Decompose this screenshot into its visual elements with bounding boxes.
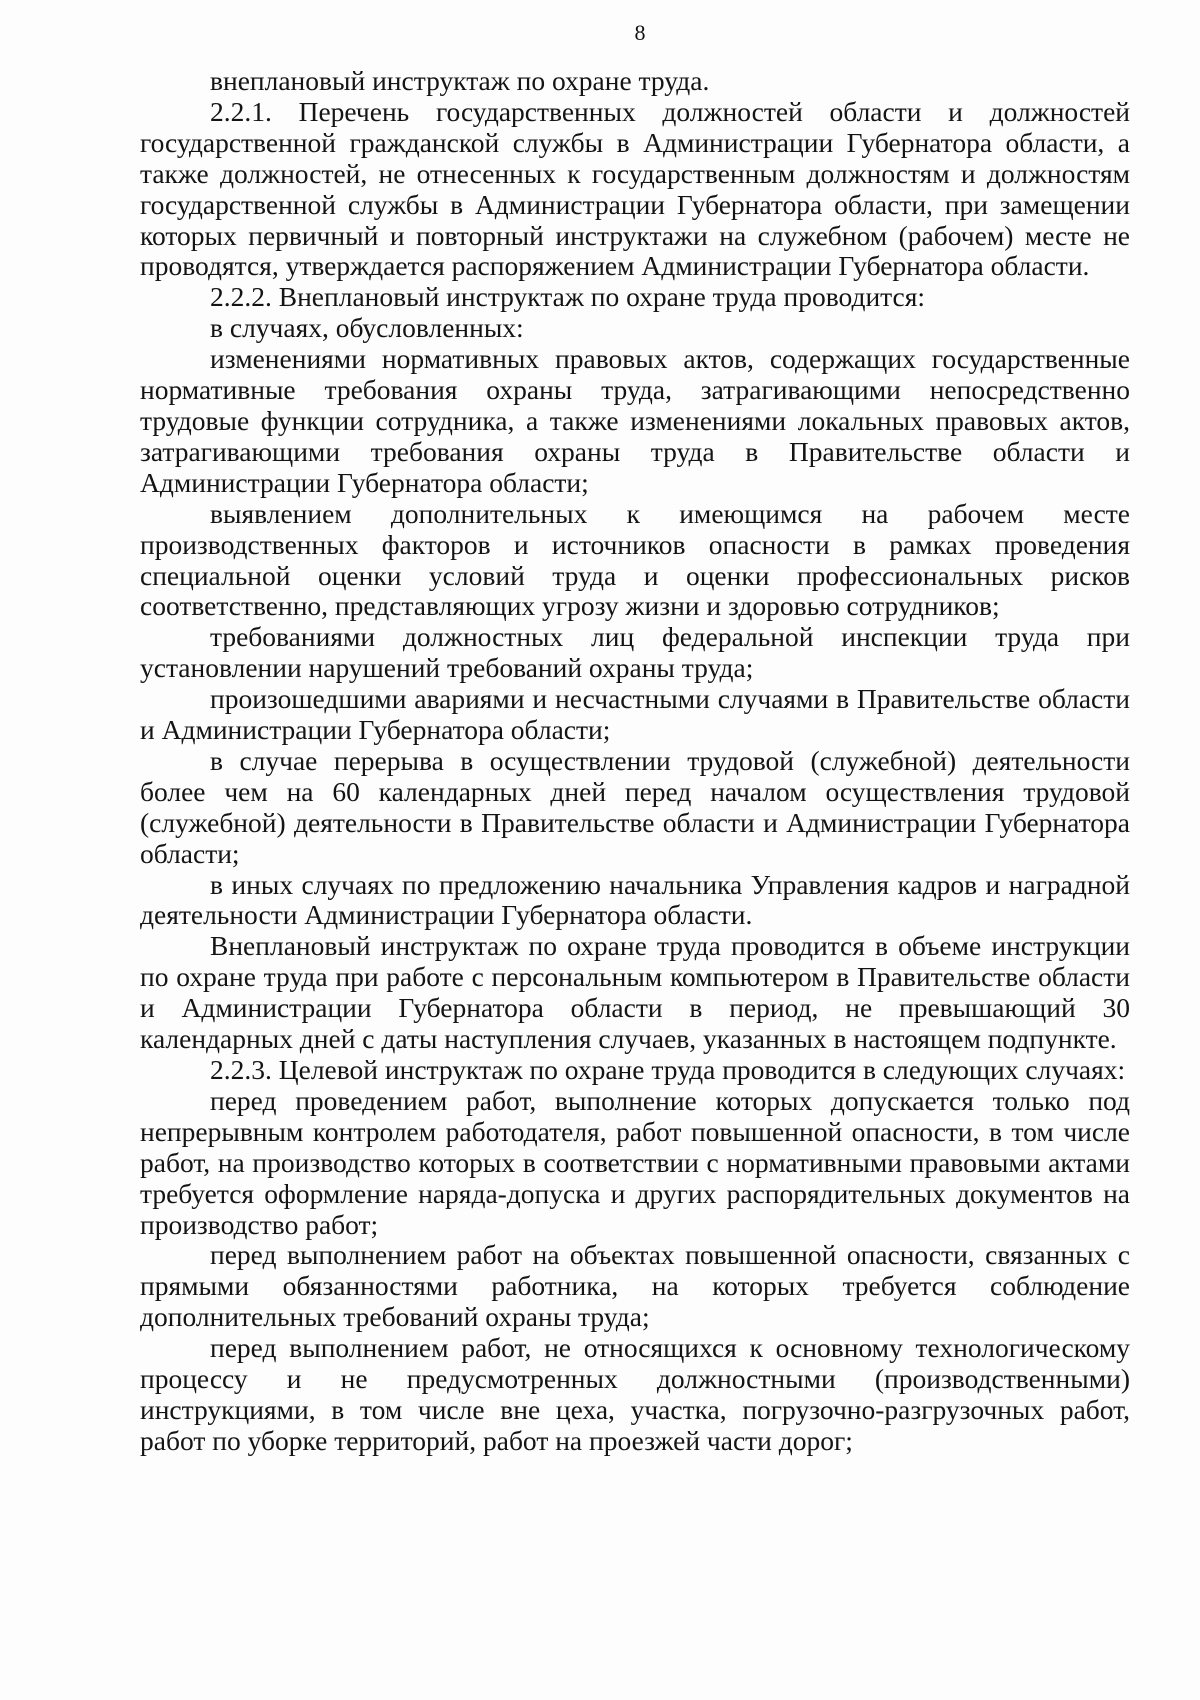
paragraph: в случаях, обусловленных: — [210, 312, 524, 344]
page-number: 8 — [634, 20, 646, 45]
paragraph: 2.2.3. Целевой инструктаж по охране труда проводится в следующих случаях: — [210, 1054, 1126, 1085]
paragraph: 2.2.2. Внеплановый инструктаж по охране труда проводится: — [210, 281, 926, 313]
paragraph: требованиями должностных лиц федеральной инспекции труда при установлении нарушений требований охраны труда; — [140, 621, 1130, 684]
paragraph: перед выполнением работ на объектах повышенной опасности, связанных с прямыми обязанностями работника, на которых требуется соблюдение дополнительных требований охраны труда; — [140, 1239, 1130, 1333]
paragraph: выявлением дополнительных к имеющимся на рабочем месте производственных факторов и источников опасности в рамках проведения специальной оценки условий труда и оценки профессиональных рисков соответственно, представляющих угрозу жизни и здоровью сотрудников; — [140, 497, 1130, 622]
paragraph: 2.2.1. Перечень государственных должностей области и должностей государственной гражданской службы в Администрации Губернатора области, а также должностей, не отнесенных к государственным должностям и должностям государственной службы в Администрации Губернатора области, при замещении которых первичный и повторный инструктажи на служебном (рабочем) месте не проводятся, утверждается распоряжением Администрации Губернатора области. — [140, 95, 1130, 282]
paragraph: перед выполнением работ, не относящихся к основному технологическому процессу и не предусмотренных должностными (производственными) инструкциями, в том числе вне цеха, участка, погрузочно-разгрузочных работ, работ по уборке территорий, работ на проезжей части дорог; — [140, 1332, 1130, 1456]
paragraph: перед проведением работ, выполнение которых допускается только под непрерывным контролем работодателя, работ повышенной опасности, в том числе работ, на производство которых в соответствии с нормативными правовыми актами требуется оформление наряда-допуска и других распорядительных документов на производство работ; — [140, 1084, 1130, 1240]
paragraph: Внеплановый инструктаж по охране труда проводится в объеме инструкции по охране труда при работе с персональным компьютером в Правительстве области и Администрации Губернатора области в период, не превышающий 30 календарных дней с даты наступления случаев, указанных в настоящем подпункте. — [140, 930, 1130, 1055]
paragraph: внеплановый инструктаж по охране труда. — [210, 65, 710, 96]
paragraph: в случае перерыва в осуществлении трудовой (служебной) деятельности более чем на 60 календарных дней перед началом осуществления трудовой (служебной) деятельности в Правительстве области и Администрации Губернатора области; — [140, 744, 1130, 869]
paragraph: изменениями нормативных правовых актов, содержащих государственные нормативные требования охраны труда, затрагивающими непосредственно трудовые функции сотрудника, а также изменениями локальных правовых актов, затрагивающими требования охраны труда в Правительстве области и Администрации Губернатора области; — [140, 343, 1130, 498]
paragraph: в иных случаях по предложению начальника Управления кадров и наградной деятельности Администрации Губернатора области. — [140, 868, 1130, 931]
document-body — [140, 66, 1130, 1457]
paragraph: произошедшими авариями и несчастными случаями в Правительстве области и Администрации Губернатора области; — [140, 683, 1130, 746]
